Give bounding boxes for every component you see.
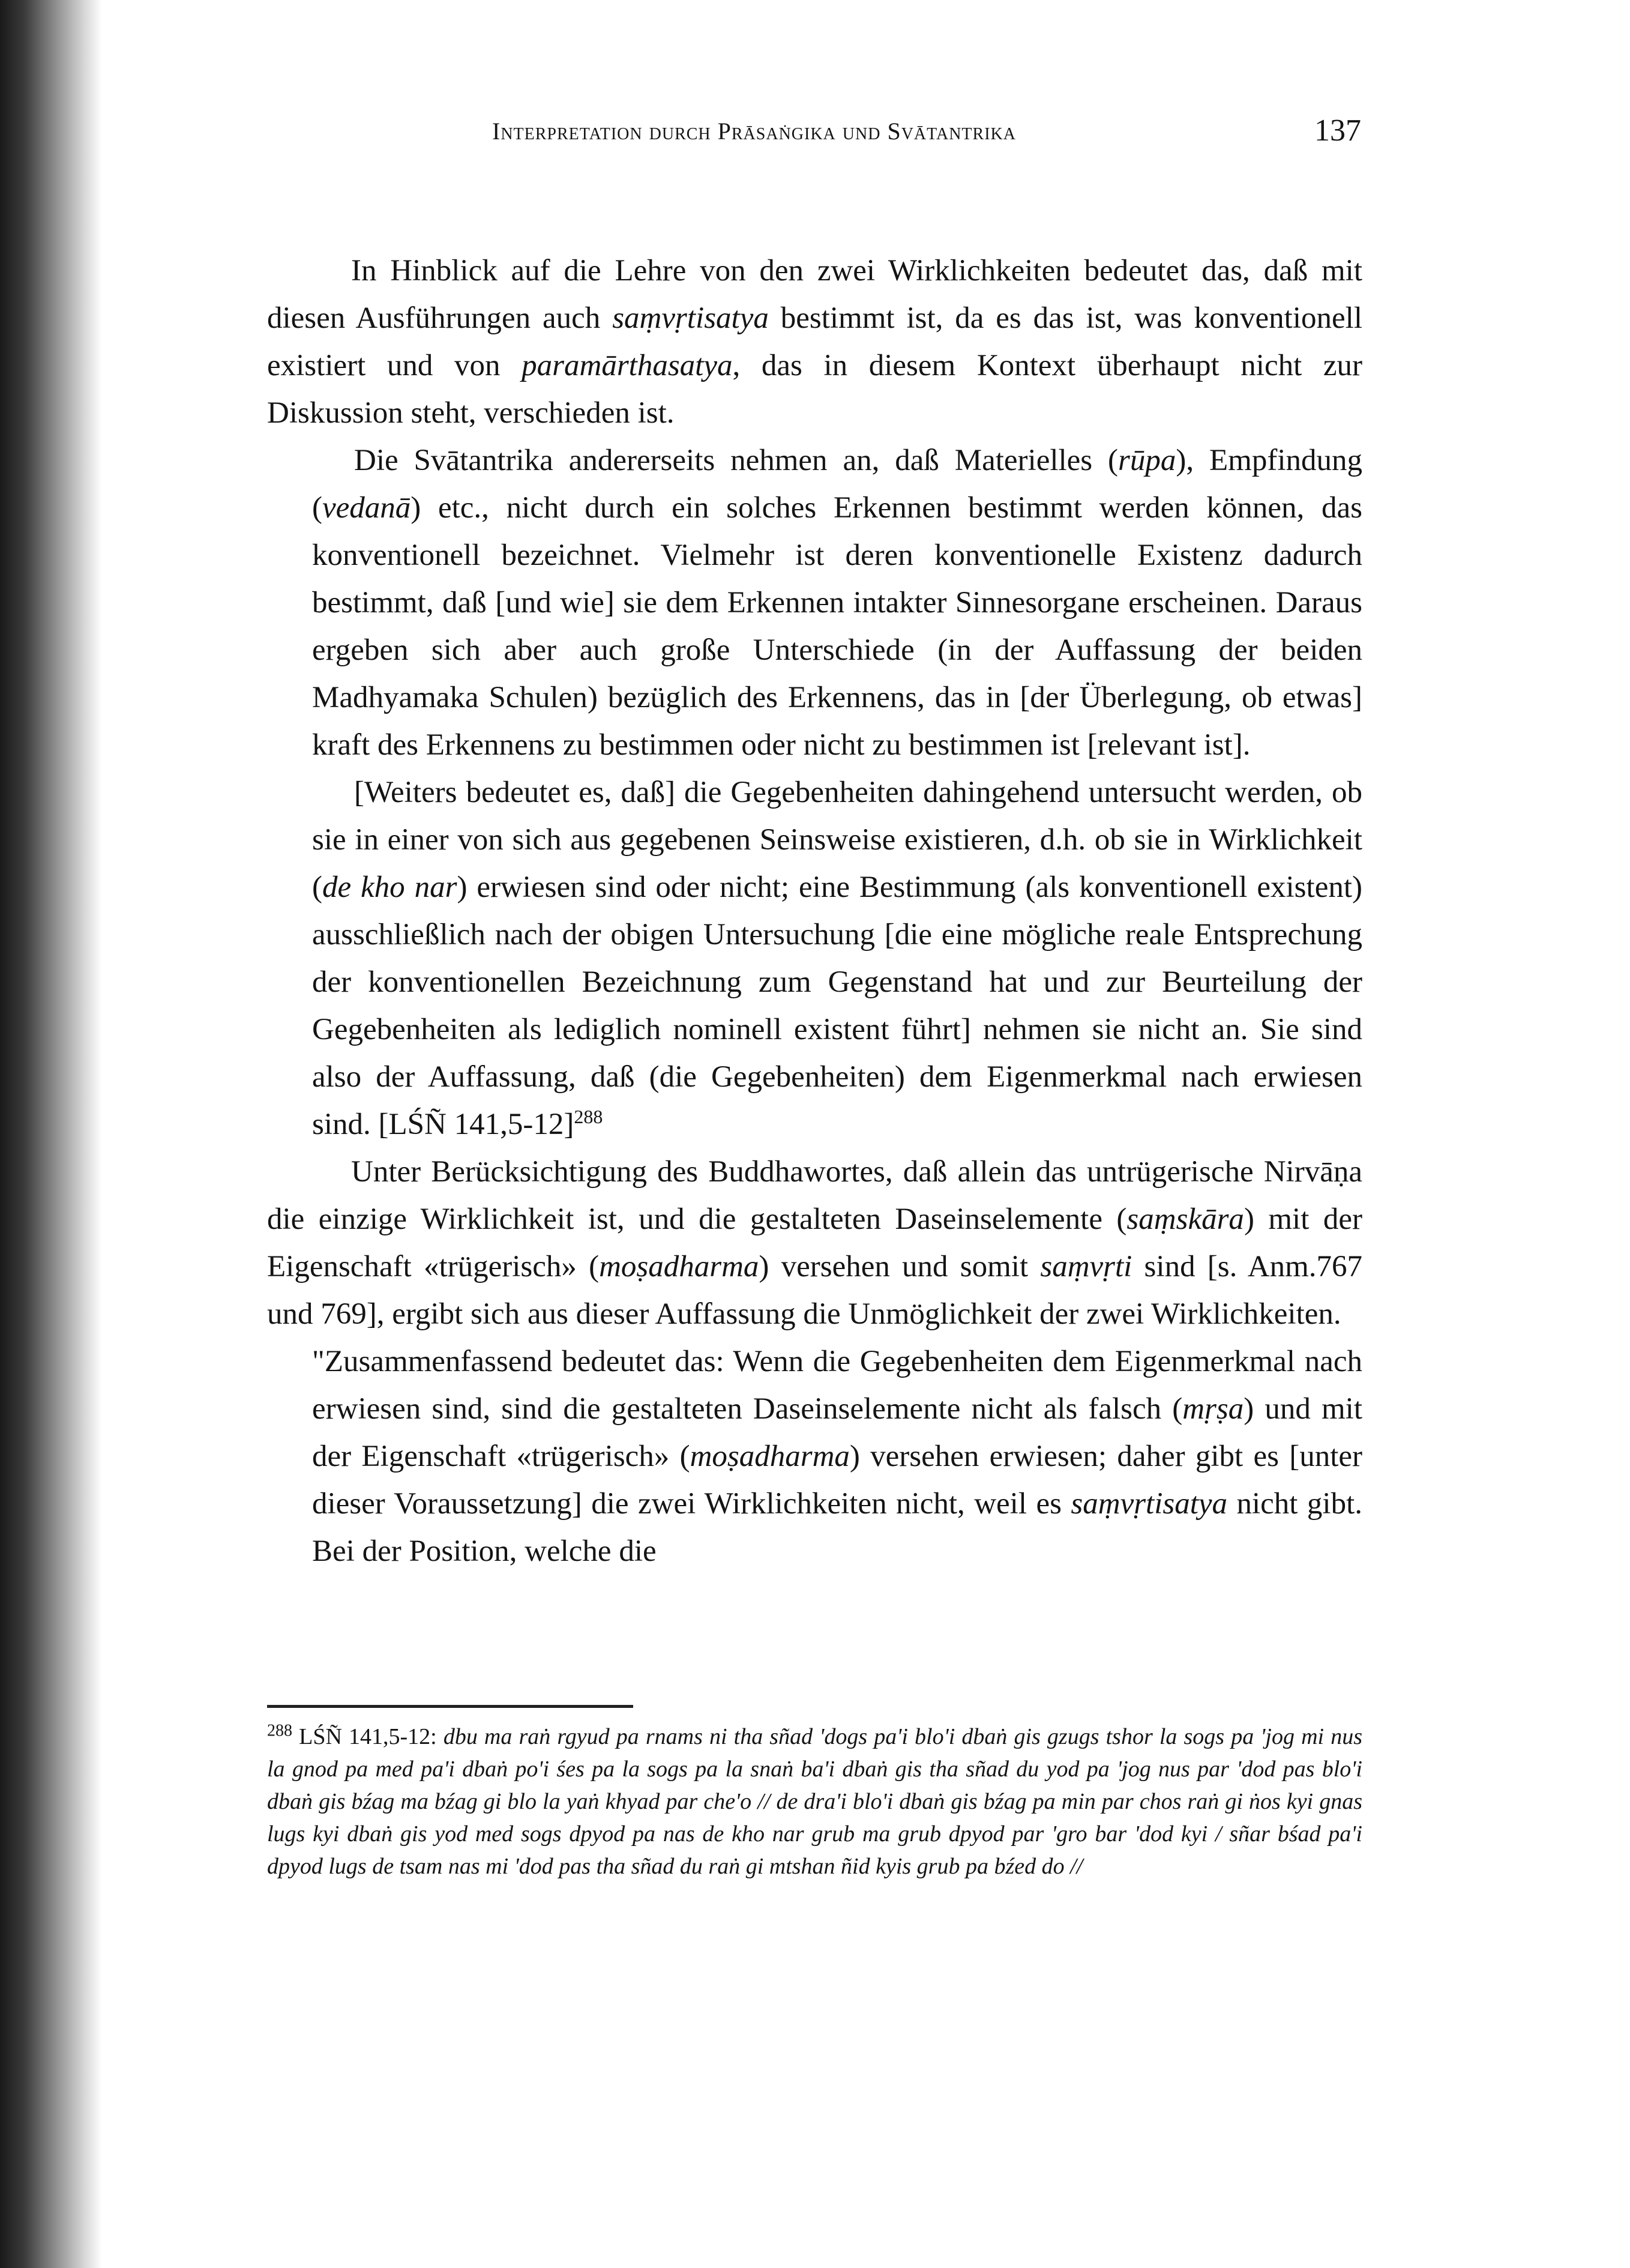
text-run: ) versehen erwiesen; daher gibt es [unter dieser Voraussetzung] die zwei Wirklichkeiten nicht, weil es — [312, 1440, 1362, 1521]
text-run: ) und mit der Eigenschaft «trügerisch» ( — [312, 1392, 1362, 1473]
italic-term: vedanā — [322, 491, 411, 525]
text-run: In Hinblick auf die Lehre von den zwei Wirklichkeiten bedeutet das, daß mit diesen Ausführungen auch — [267, 254, 1362, 335]
text-run: ), Empfindung ( — [312, 444, 1362, 525]
footnote-number: 288 — [267, 1721, 292, 1740]
text-run: Die Svātantrika andererseits nehmen an, daß Materielles ( — [354, 444, 1119, 477]
text-run: sind [s. Anm.767 und 769], ergibt sich aus dieser Auffassung die Unmöglichkeit der zwei Wirklichkeiten. — [267, 1250, 1363, 1331]
paragraph-4 — [267, 1148, 1362, 1338]
footnote-divider — [267, 1705, 633, 1708]
italic-term: saṃskāra — [1126, 1202, 1244, 1236]
italic-term: saṃvṛti — [1040, 1250, 1132, 1283]
footnote-288 — [267, 1721, 1362, 1883]
text-run: ) etc., nicht durch ein solches Erkennen bestimmt werden können, das konventionell bezeichnet. Vielmehr ist deren konventionelle Existenz dadurch bestimmt, daß [und wie] sie dem Erkennen intakter Sinnesorgane erscheinen. Daraus ergeben sich aber auch große Unterschiede (in der Auffassung der beiden Madhyamaka Schulen) bezüglich des Erkennens, das in [der Überlegung, ob etwas] kraft des Erkennens zu bestimmen oder nicht zu bestimmen ist [relevant ist]. — [312, 491, 1362, 762]
body-text — [267, 247, 1362, 1575]
italic-term: de kho nar — [322, 870, 457, 904]
italic-term: rūpa — [1118, 444, 1176, 477]
paragraph-2 — [312, 437, 1362, 769]
text-run: Unter Berücksichtigung des Buddhawortes, daß allein das untrügerische Nirvāṇa die einzige Wirklichkeit ist, und die gestalteten Daseinselemente ( — [267, 1155, 1362, 1236]
text-run: [Weiters bedeutet es, daß] die Gegebenheiten dahingehend untersucht werden, ob sie in einer von sich aus gegebenen Seinsweise existieren, d.h. ob sie in Wirklichkeit ( — [312, 776, 1362, 904]
italic-term: saṃvṛtisatya — [1071, 1487, 1228, 1521]
page-number: 137 — [1314, 113, 1361, 148]
paragraph-5-quote — [312, 1338, 1362, 1575]
footnote-reference[interactable]: 288 — [574, 1106, 603, 1127]
text-run: ) erwiesen sind oder nicht; eine Bestimmung (als konventionell existent) ausschließlich nach der obigen Untersuchung [die eine mögliche reale Entsprechung der konventionellen Bezeichnung zum Gegenstand hat und zur Beurteilung der Gegebenheiten als lediglich nominell existent führt] nehmen sie nicht an. Sie sind also der Auffassung, daß (die Gegebenheiten) dem Eigenmerkmal nach erwiesen sind. [LŚÑ 141,5-12] — [312, 870, 1362, 1141]
text-run: ) versehen und somit — [759, 1250, 1041, 1283]
footnote-label: LŚÑ 141,5-12: — [299, 1724, 437, 1749]
paragraph-1 — [267, 247, 1362, 437]
italic-term: moṣadharma — [599, 1250, 759, 1283]
italic-term: paramārthasatya — [522, 349, 733, 382]
running-title: Interpretation durch Prāsaṅgika und Svātantrika — [492, 118, 1016, 145]
italic-term: saṃvṛtisatya — [612, 301, 769, 335]
text-run: , das in diesem Kontext überhaupt nicht zur Diskussion steht, verschieden ist. — [267, 349, 1363, 430]
footnote-tibetan-text: dbu ma raṅ rgyud pa rnams ni tha sñad 'dogs pa'i blo'i dbaṅ gis gzugs tshor la sogs pa 'jog mi nus la gnod pa med pa'i dbaṅ po'i śes pa la sogs pa la snaṅ ba'i dbaṅ gis tha sñad du yod pa 'jog nus par 'dod pas blo'i dbaṅ gis bźag ma bźag gi blo la yaṅ khyad par che'o // de dra'i blo'i dbaṅ gis bźag pa min par chos raṅ gi ṅos kyi gnas lugs kyi dbaṅ gis yod med sogs dpyod pa nas de kho nar grub ma grub dpyod par 'gro bar 'dod kyi / sñar bśad pa'i dpyod lugs de tsam nas mi 'dod pas tha sñad du raṅ gi mtshan ñid kyis grub pa bźed do // — [267, 1724, 1362, 1879]
text-run: bestimmt ist, da es das ist, was konventionell existiert und von — [267, 301, 1362, 382]
italic-term: mṛṣa — [1182, 1392, 1244, 1426]
paragraph-3 — [312, 769, 1362, 1148]
text-run: nicht gibt. Bei der Position, welche die — [312, 1487, 1362, 1568]
italic-term: moṣadharma — [690, 1440, 850, 1473]
text-run: "Zusammenfassend bedeutet das: Wenn die Gegebenheiten dem Eigenmerkmal nach erwiesen sind, sind die gestalteten Daseinselemente nicht als falsch ( — [312, 1345, 1362, 1426]
text-run: ) mit der Eigenschaft «trügerisch» ( — [267, 1202, 1362, 1283]
